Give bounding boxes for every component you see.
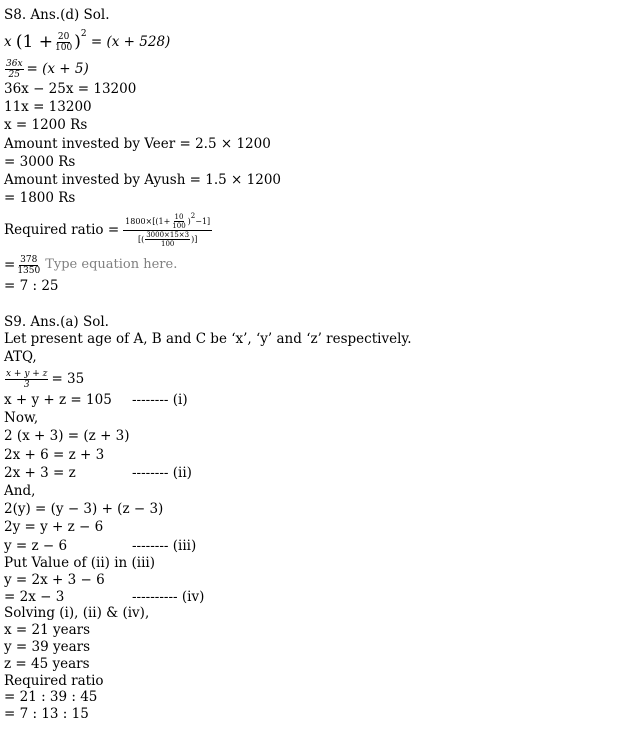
s9-n3-tag: -------- (ii) [132, 465, 192, 481]
ratio-num-a: 1800×[(1+ [125, 216, 171, 226]
s9-a2: 2y = y + z − 6 [4, 519, 104, 535]
s8-final: = 7 : 25 [4, 278, 59, 294]
s9-e1-tag: -------- (i) [132, 392, 188, 408]
eq2-fraction [5, 59, 24, 80]
s8-line-9: = 1800 Rs [4, 190, 76, 206]
s8-line-7: = 3000 Rs [4, 154, 76, 170]
avg-fraction-num: x + y + z [6, 368, 48, 379]
s9-now: Now, [4, 410, 39, 426]
s9-average-eq [4, 366, 84, 392]
s8-equation-2 [4, 57, 89, 81]
eq2-fraction-num: 36x [6, 58, 23, 69]
avg-fraction-den: 3 [23, 379, 30, 390]
eq2-rhs: = (x + 5) [26, 61, 89, 77]
res-eq: = [4, 257, 16, 273]
ratio-denominator [136, 231, 199, 248]
ratio-fraction [123, 213, 212, 248]
s9-p2-tag: ---------- (iv) [132, 589, 205, 605]
eq1-fraction [54, 32, 73, 53]
s9-required: Required ratio [4, 673, 104, 689]
equation-placeholder[interactable]: Type equation here. [45, 257, 178, 272]
avg-fraction [5, 369, 48, 390]
ratio-den-a: [( [137, 234, 145, 244]
s9-heading: S9. Ans.(a) Sol. [4, 314, 109, 330]
res-fraction-den: 1350 [17, 265, 41, 276]
avg-rhs: = 35 [51, 371, 85, 387]
s8-line-4: 11x = 13200 [4, 99, 92, 115]
eq1-x: x [4, 34, 12, 50]
s8-heading: S8. Ans.(d) Sol. [4, 7, 110, 23]
eq1-fraction-num: 20 [57, 31, 70, 42]
s9-a3: y = z − 6 [4, 538, 68, 554]
s9-and: And, [4, 483, 36, 499]
eq2-fraction-den: 25 [8, 69, 20, 80]
s8-required-ratio [4, 207, 212, 253]
s9-r1: x = 21 years [4, 622, 91, 638]
s8-line-5: x = 1200 Rs [4, 117, 88, 133]
ratio-num-c: −1] [195, 216, 211, 226]
s9-put: Put Value of (ii) in (iii) [4, 555, 156, 571]
eq1-close: ) [74, 32, 81, 52]
s9-n1: 2 (x + 3) = (z + 3) [4, 428, 130, 444]
s9-n3: 2x + 3 = z [4, 465, 76, 481]
eq1-open: (1 + [15, 32, 54, 52]
res-fraction-num: 378 [20, 254, 38, 265]
ratio-den-frac-den: 100 [160, 239, 175, 248]
eq1-rhs: = (x + 528) [90, 34, 171, 50]
ratio-den-frac-num: 3000×15×3 [146, 230, 190, 239]
eq1-exponent: 2 [80, 29, 87, 39]
ratio-label: Required ratio = [4, 222, 120, 238]
eq1-fraction-den: 100 [55, 42, 73, 53]
ratio-num-exp: 2 [190, 211, 196, 220]
s9-q1: = 21 : 39 : 45 [4, 689, 98, 705]
s9-intro: Let present age of A, B and C be ‘x’, ‘y’ and ‘z’ respectively. [4, 331, 412, 347]
ratio-num-frac-num: 10 [174, 212, 184, 221]
ratio-num-b: ) [187, 216, 191, 226]
s9-a1: 2(y) = (y − 3) + (z − 3) [4, 501, 164, 517]
ratio-num-frac-den: 100 [172, 221, 186, 230]
s9-a3-tag: -------- (iii) [132, 538, 197, 554]
s9-r2: y = 39 years [4, 639, 91, 655]
ratio-den-b: )] [191, 234, 198, 244]
s8-result [4, 253, 177, 277]
s9-p1: y = 2x + 3 − 6 [4, 572, 105, 588]
s9-solving: Solving (i), (ii) & (iv), [4, 605, 150, 621]
s9-e1: x + y + z = 105 [4, 392, 112, 408]
s8-line-3: 36x − 25x = 13200 [4, 81, 137, 97]
s8-line-8: Amount invested by Ayush = 1.5 × 1200 [4, 172, 282, 188]
s9-q2: = 7 : 13 : 15 [4, 706, 89, 722]
s9-p2: = 2x − 3 [4, 589, 65, 605]
s8-line-6: Amount invested by Veer = 2.5 × 1200 [4, 136, 271, 152]
s8-equation-1 [4, 27, 170, 57]
s9-n2: 2x + 6 = z + 3 [4, 447, 105, 463]
s9-atq: ATQ, [4, 349, 37, 365]
ratio-numerator [123, 213, 212, 231]
s9-r3: z = 45 years [4, 656, 90, 672]
res-fraction [16, 255, 41, 276]
